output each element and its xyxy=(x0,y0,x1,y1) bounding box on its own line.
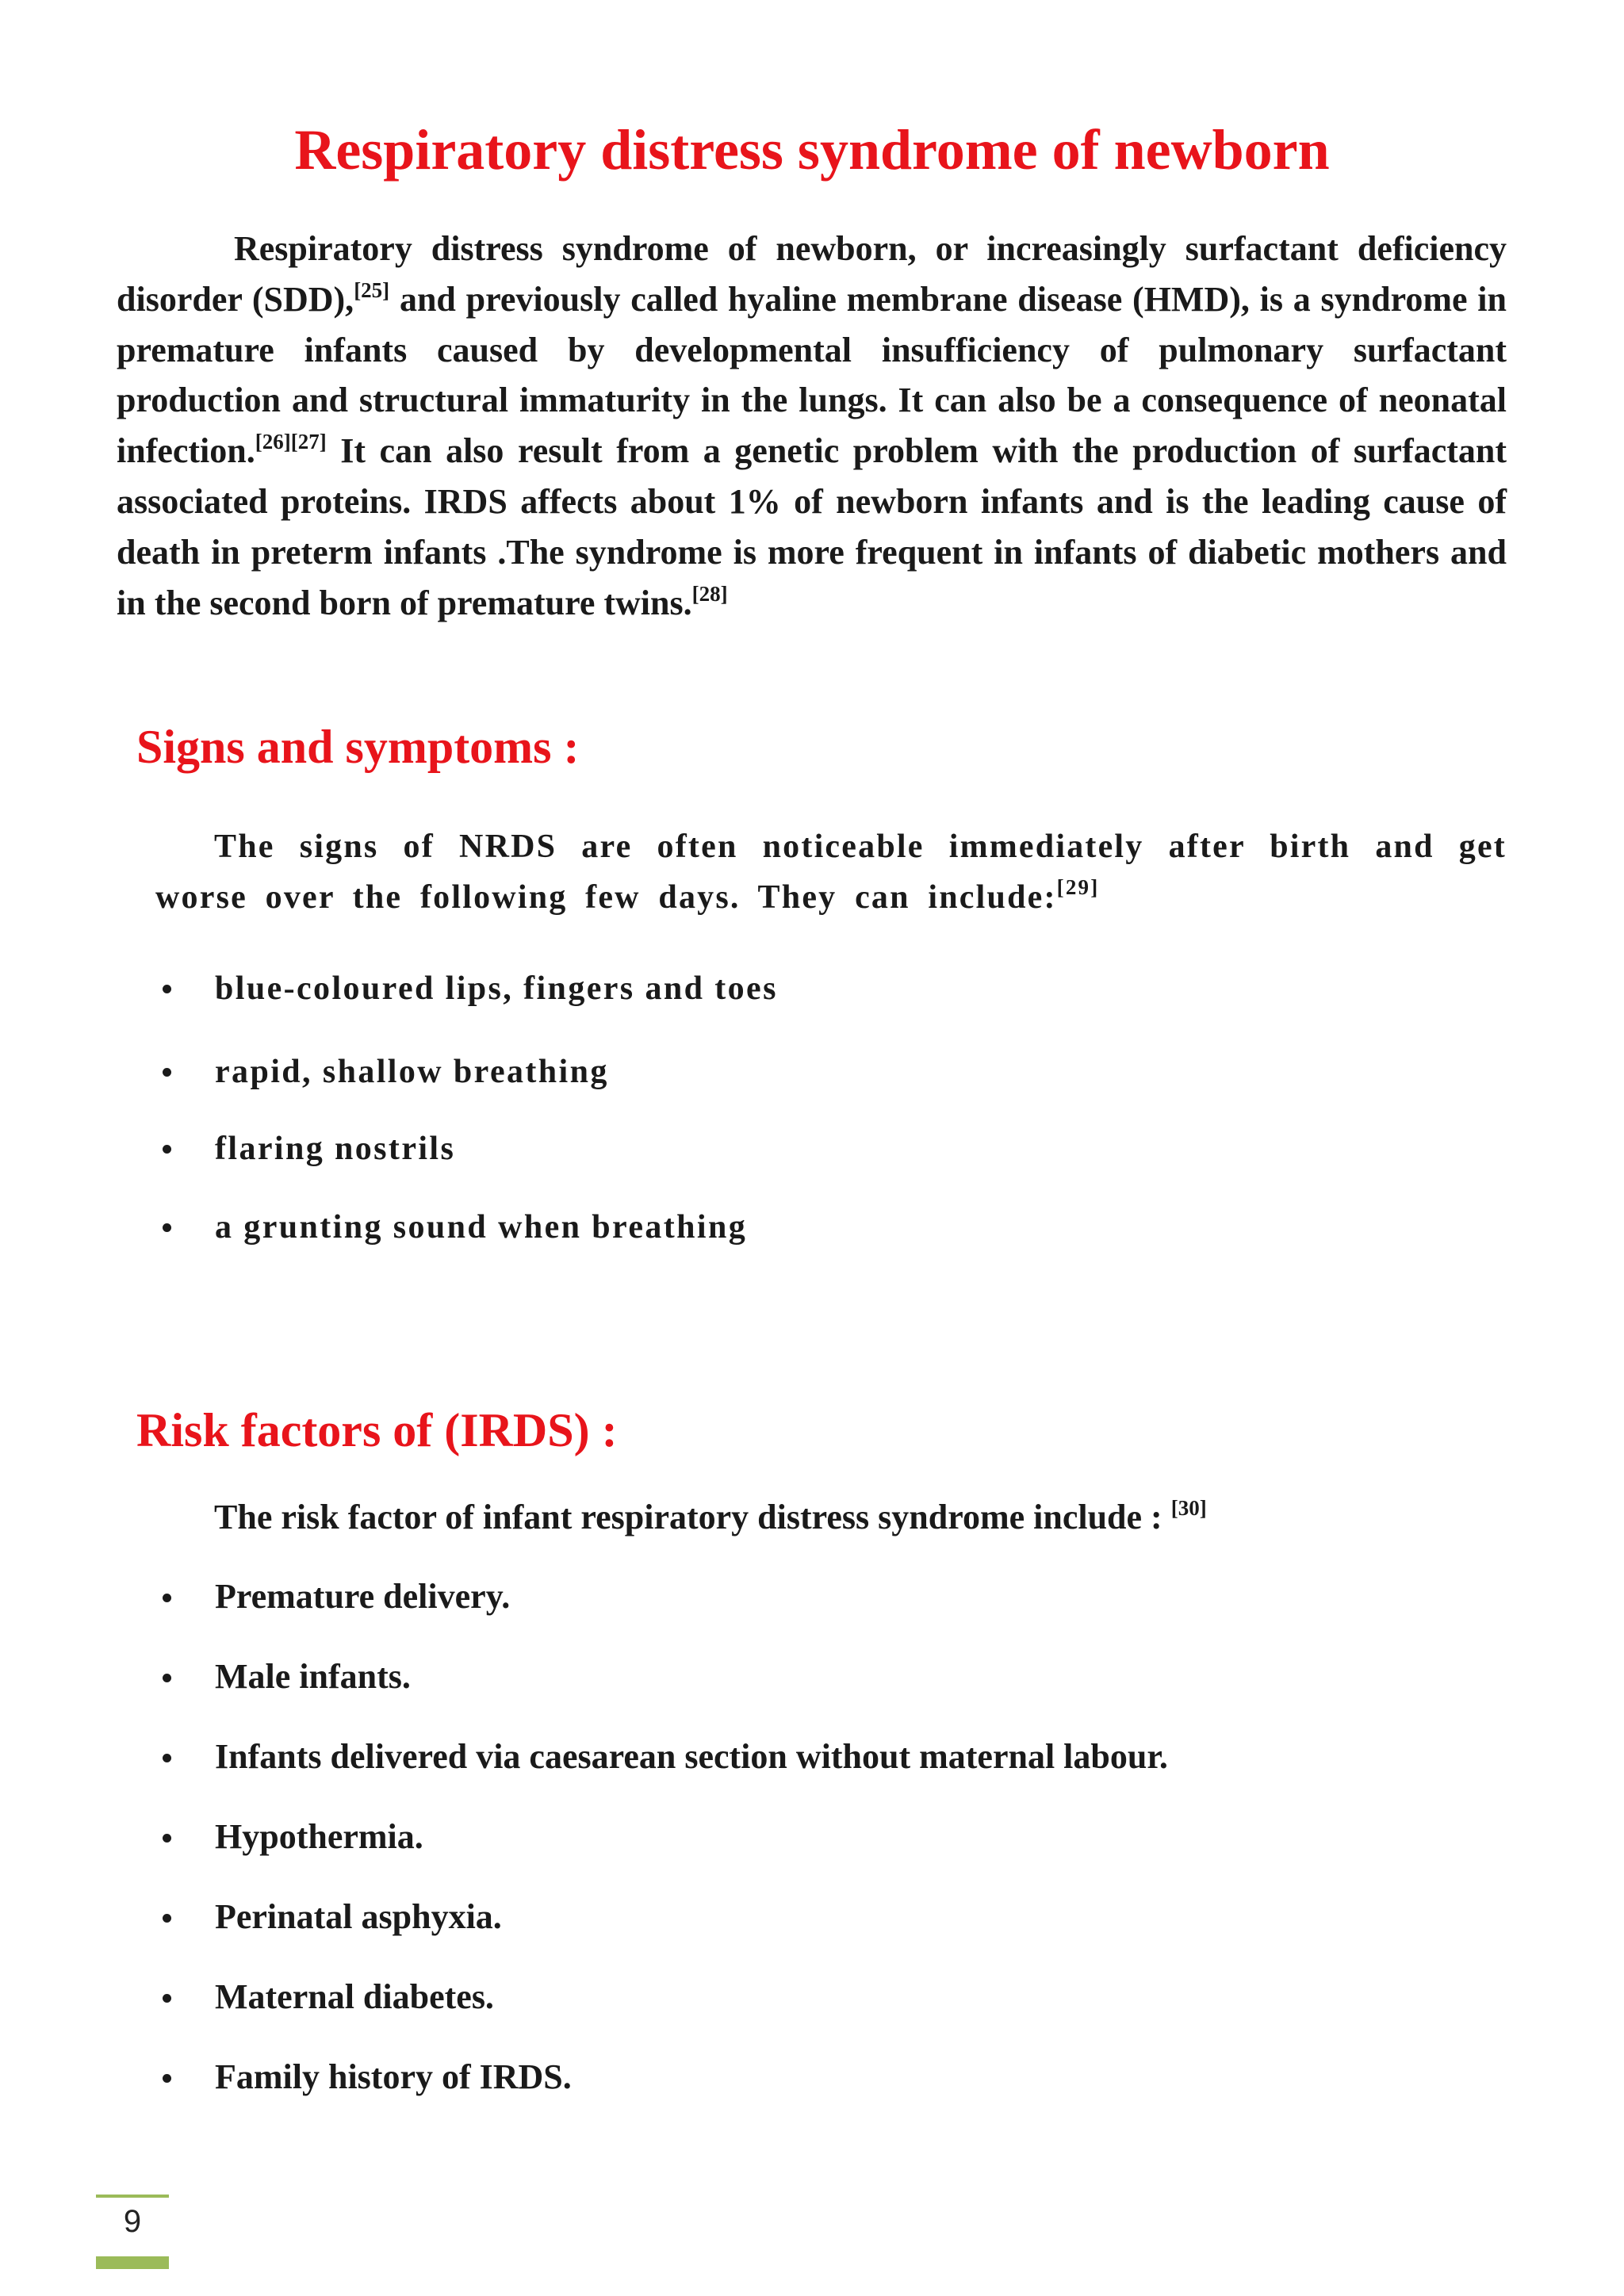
bullet-icon xyxy=(163,1914,171,1923)
list-item-text: Male infants. xyxy=(215,1657,411,1696)
page-number: 9 xyxy=(123,2204,142,2239)
bullet-icon xyxy=(163,2074,171,2083)
list-item-text: Premature delivery. xyxy=(215,1577,511,1616)
bullet-icon xyxy=(163,1834,171,1843)
signs-heading: Signs and symptoms : xyxy=(136,721,580,773)
list-item-text: rapid, shallow breathing xyxy=(215,1054,609,1090)
page-title: Respiratory distress syndrome of newborn xyxy=(294,118,1330,182)
bullet-icon xyxy=(163,985,171,993)
citation-ref: [26][27] xyxy=(255,430,327,454)
page-footer xyxy=(96,2195,169,2274)
signs-intro-text: The signs of NRDS are often noticeable immediately after birth and get worse over the following few days. They can include: xyxy=(155,828,1507,916)
risk-intro-paragraph xyxy=(214,1497,1207,1537)
citation-ref: [28] xyxy=(691,581,728,606)
risk-intro-text: The risk factor of infant respiratory distress syndrome include : xyxy=(214,1498,1171,1536)
citation-ref: [29] xyxy=(1056,875,1100,899)
risk-factors-heading: Risk factors of (IRDS) : xyxy=(136,1404,618,1456)
list-item-text: a grunting sound when breathing xyxy=(215,1209,748,1246)
signs-intro-paragraph xyxy=(155,821,1507,923)
footer-rule-bottom xyxy=(96,2256,169,2269)
bullet-icon xyxy=(163,1068,171,1077)
list-item-text: Perinatal asphyxia. xyxy=(215,1897,502,1936)
citation-ref: [30] xyxy=(1170,1496,1207,1520)
bullet-icon xyxy=(163,1223,171,1232)
intro-text-part-1: Respiratory distress syndrome of newborn, or increasingly surfactant deficiency disorder (SDD), xyxy=(117,229,1507,319)
intro-text-part-3: It can also result from a genetic problem with the production of surfactant associated proteins. IRDS affects about 1% of newborn infants and is the leading cause of death in preterm infants .The syndrome is more frequent in infants of diabetic mothers and in the second born of premature twins. xyxy=(117,431,1507,622)
bullet-icon xyxy=(163,1754,171,1762)
footer-rule-top xyxy=(96,2195,169,2198)
list-item-text: Family history of IRDS. xyxy=(215,2057,572,2096)
citation-ref: [25] xyxy=(354,277,390,302)
intro-paragraph xyxy=(117,224,1507,628)
bullet-icon xyxy=(163,1145,171,1154)
list-item-text: blue-coloured lips, fingers and toes xyxy=(215,970,778,1007)
intro-text-part-2: and previously called hyaline membrane disease (HMD), is a syndrome in premature infants caused by developmental insufficiency of pulmonary surfactant production and structural immaturity in the lungs. It can also be a consequence of neonatal infection. xyxy=(117,279,1507,471)
list-item-text: flaring nostrils xyxy=(215,1131,456,1167)
list-item-text: Maternal diabetes. xyxy=(215,1977,494,2016)
bullet-icon xyxy=(163,1674,171,1682)
list-item-text: Hypothermia. xyxy=(215,1817,423,1856)
list-item-text: Infants delivered via caesarean section without maternal labour. xyxy=(215,1737,1168,1776)
bullet-icon xyxy=(163,1594,171,1602)
bullet-icon xyxy=(163,1994,171,2003)
